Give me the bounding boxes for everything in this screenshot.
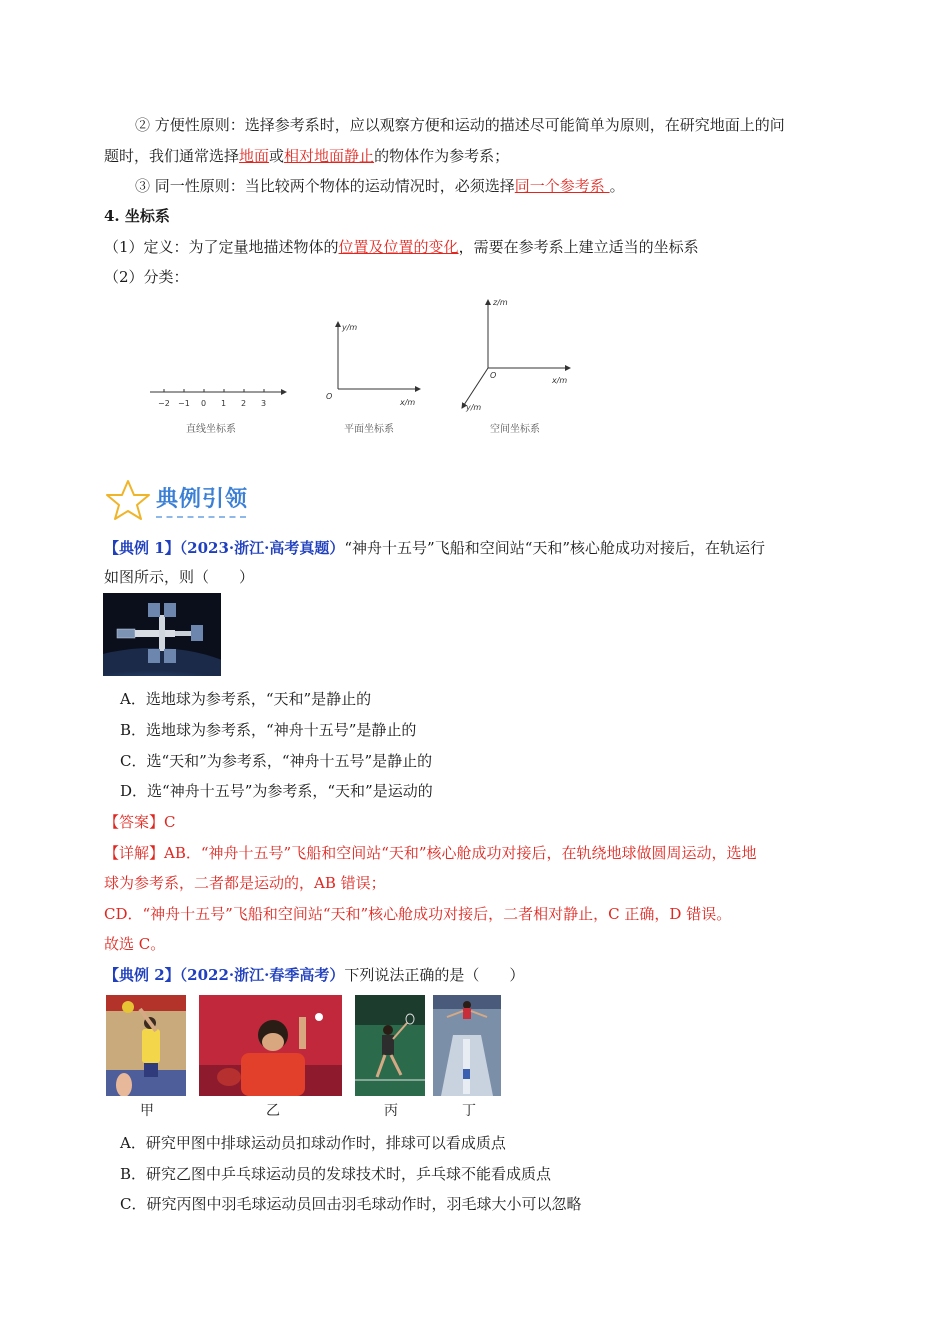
- example-2-option-b: B．研究乙图中乒乓球运动员的发球技术时，乒乓球不能看成质点: [120, 1165, 552, 1183]
- space-y-label: y/m: [466, 403, 482, 412]
- space-z-label: z/m: [493, 298, 508, 307]
- tick-label: −1: [178, 399, 190, 408]
- example-1-detail-line1: 【详解】AB．“神舟十五号”飞船和空间站“天和”核心舱成功对接后，在轨绕地球做圆周运动，选地: [104, 844, 757, 862]
- space-origin: O: [490, 371, 497, 380]
- classification-line: （2）分类：: [104, 268, 189, 286]
- coordinate-systems-figure: [140, 292, 600, 442]
- photo-label-ding: 丁: [462, 1103, 476, 1119]
- star-icon: [104, 478, 152, 522]
- space-coordinate-system: [462, 298, 570, 435]
- answer-blank-static: 相对地面静止: [284, 147, 375, 165]
- example-1-option-a: A．选地球为参考系，“天和”是静止的: [120, 690, 372, 708]
- example-2-option-c: C．研究丙图中羽毛球运动员回击羽毛球动作时，羽毛球大小可以忽略: [120, 1195, 582, 1213]
- principle-consistency: ③ 同一性原则：当比较两个物体的运动情况时，必须选择同一个参考系 。: [135, 177, 625, 195]
- space-station-image: [103, 593, 221, 676]
- example-1-option-b: B．选地球为参考系，“神舟十五号”是静止的: [120, 721, 417, 739]
- example-2-tag: 【典例 2】: [104, 966, 180, 984]
- plane-coordinate-system: [326, 322, 420, 435]
- principle-convenience-line2: 题时，我们通常选择地面或相对地面静止的物体作为参考系；: [104, 147, 510, 165]
- table-tennis-photo: [199, 995, 342, 1096]
- answer-blank-position: 位置及位置的变化: [338, 238, 459, 256]
- principle-convenience-line1: ② 方便性原则：选择参考系时，应以观察方便和运动的描述尽可能简单为原则，在研究地面上的问: [135, 116, 785, 134]
- line-coordinate-system: [150, 389, 286, 435]
- line-caption: 直线坐标系: [186, 424, 236, 435]
- tick-label: −2: [158, 399, 170, 408]
- example-1-detail-line2: 球为参考系，二者都是运动的，AB 错误；: [104, 874, 386, 892]
- tick-label: 0: [201, 399, 207, 408]
- example-1-option-d: D．选“神舟十五号”为参考系，“天和”是运动的: [120, 782, 433, 800]
- answer-tag: 【答案】: [104, 813, 165, 831]
- badminton-photo: [355, 995, 425, 1096]
- example-1-answer: [104, 811, 176, 832]
- example-2-stem: 【典例 2】（2022·浙江·春季高考）下列说法正确的是（ ）: [104, 966, 525, 984]
- plane-caption: 平面坐标系: [344, 424, 394, 435]
- section-title: 4. 坐标系: [104, 207, 170, 225]
- tick-label: 3: [261, 399, 267, 408]
- example-1-detail-line4: 故选 C。: [104, 935, 166, 953]
- section-heading: 典例引领: [156, 487, 249, 512]
- answer-blank-ground: 地面: [239, 147, 270, 165]
- definition-line: （1）定义：为了定量地描述物体的位置及位置的变化，需要在参考系上建立适当的坐标系: [104, 238, 699, 256]
- answer-value: C: [164, 813, 176, 831]
- photo-label-yi: 乙: [266, 1103, 280, 1119]
- answer-blank-same-frame: 同一个参考系: [514, 177, 610, 195]
- example-1-source: （2023·浙江·高考真题）: [179, 539, 345, 557]
- heading-underline: [156, 516, 246, 518]
- photo-label-jia: 甲: [140, 1103, 154, 1119]
- plane-x-label: x/m: [400, 398, 416, 407]
- example-1-detail-line3: CD．“神舟十五号”飞船和空间站“天和”核心舱成功对接后，二者相对静止，C 正确，D 错误。: [104, 905, 732, 923]
- example-1-option-c: C．选“天和”为参考系，“神舟十五号”是静止的: [120, 752, 433, 770]
- example-1-stem-line1: 【典例 1】（2023·浙江·高考真题）“神舟十五号”飞船和空间站“天和”核心舱成功对接后，在轨运行: [104, 539, 766, 557]
- tick-label: 2: [241, 399, 247, 408]
- space-x-label: x/m: [552, 376, 568, 385]
- plane-y-label: y/m: [342, 323, 358, 332]
- gymnastics-photo: [433, 995, 501, 1096]
- photo-label-bing: 丙: [384, 1103, 398, 1119]
- example-1-stem-line2: 如图所示，则（ ）: [104, 568, 255, 586]
- example-2-option-a: A．研究甲图中排球运动员扣球动作时，排球可以看成质点: [120, 1134, 506, 1152]
- example-1-tag: 【典例 1】: [104, 539, 180, 557]
- tick-label: 1: [221, 399, 227, 408]
- plane-origin: O: [326, 392, 333, 401]
- space-caption: 空间坐标系: [490, 424, 540, 435]
- volleyball-photo: [106, 995, 186, 1096]
- detail-tag: 【详解】: [104, 844, 165, 862]
- example-2-source: （2022·浙江·春季高考）: [179, 966, 345, 984]
